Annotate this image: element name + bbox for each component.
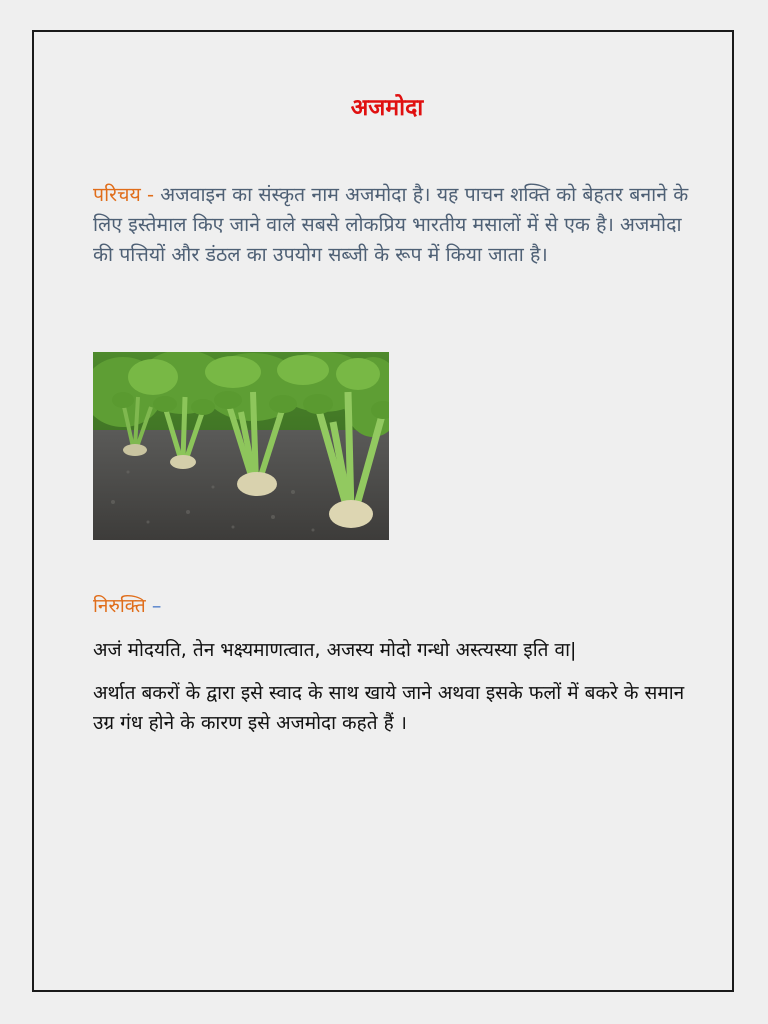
celery-plants-photo xyxy=(93,352,389,540)
nirukti-heading xyxy=(93,592,161,618)
intro-text: अजवाइन का संस्कृत नाम अजमोदा है। यह पाचन शक्ति को बेहतर बनाने के लिए इस्तेमाल किए जाने वाले सबसे लोकप्रिय भारतीय मसालों में से एक है। अजमोदा की पत्तियों और डंठल का उपयोग सब्जी के रूप में किया जाता है। xyxy=(93,183,689,266)
sanskrit-verse: अजं मोदयति, तेन भक्ष्यमाणत्वात, अजस्य मोदो गन्धो अस्त्यस्या इति वा| xyxy=(93,639,577,661)
nirukti-dash: – xyxy=(151,595,162,617)
page-title: अजमोदा xyxy=(350,95,424,121)
document-page xyxy=(32,30,734,992)
intro-paragraph xyxy=(93,180,693,270)
nirukti-label: निरुक्ति xyxy=(93,595,146,617)
meaning-paragraph: अर्थात बकरों के द्वारा इसे स्वाद के साथ खाये जाने अथवा इसके फलों में बकरे के समान उग्र गंध होने के कारण इसे अजमोदा कहते हैं । xyxy=(93,682,685,734)
intro-label: परिचय - xyxy=(93,183,155,206)
celery-photo-illustration xyxy=(93,352,389,540)
